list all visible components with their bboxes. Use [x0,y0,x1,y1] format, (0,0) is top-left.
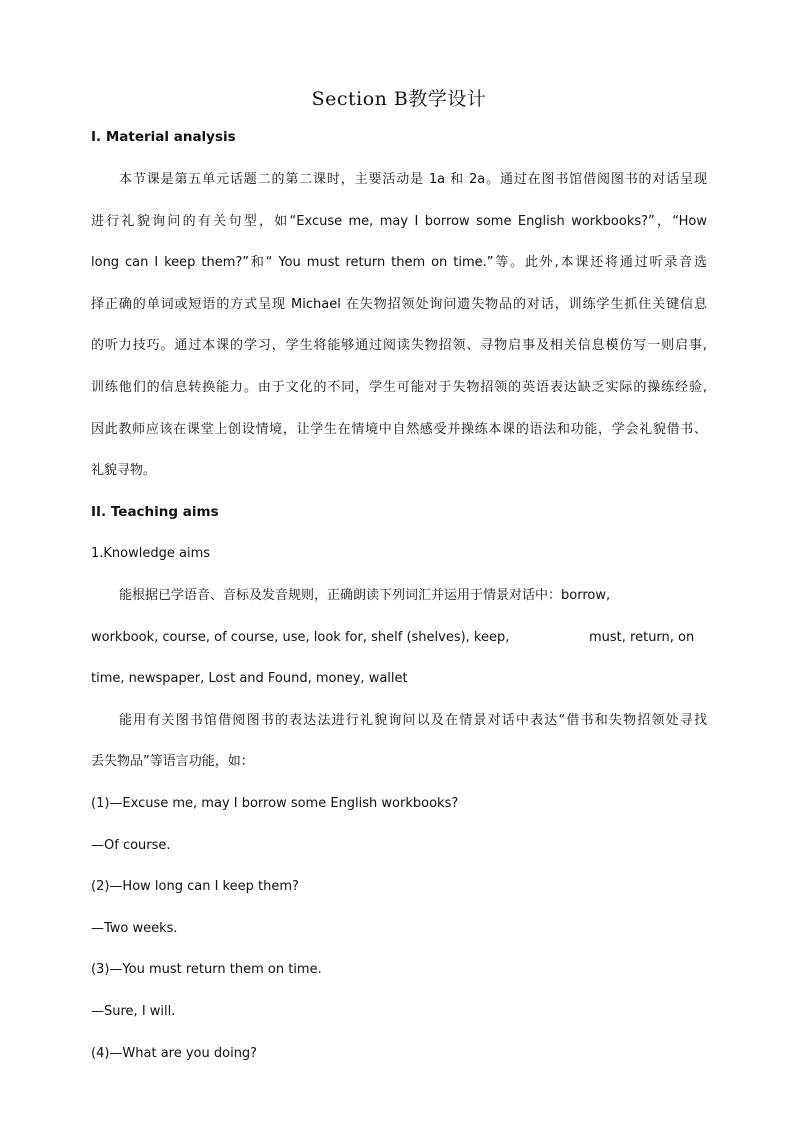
vocab-line: 能根据已学语音、音标及发音规则，正确朗读下列词汇并运用于情景对话中：borrow, [119,588,611,603]
paragraph-line: 礼貌寻物。 [91,463,157,478]
example-line: —Two weeks. [91,921,178,936]
function-line: 能用有关图书馆借阅图书的表达法进行礼貌询问以及在情景对话中表达“借书和失物招领处寻找 [119,713,707,728]
paragraph-line: 因此教师应该在课堂上创设情境，让学生在情境中自然感受并操练本课的语法和功能，学会礼貌借书、 [91,422,707,437]
example-line: (4)—What are you doing? [91,1046,258,1061]
paragraph-line: 的听力技巧。通过本课的学习，学生将能够通过阅读失物招领、寻物启事及相关信息模仿写一则启事, [91,338,707,353]
paragraph-line: 训练他们的信息转换能力。由于文化的不同，学生可能对于失物招领的英语表达缺乏实际的操练经验, [91,380,707,395]
example-line: (3)—You must return them on time. [91,962,322,977]
example-line: (2)—How long can I keep them? [91,879,299,894]
section-heading-material-analysis: I. Material analysis [91,129,236,145]
section-heading-teaching-aims: II. Teaching aims [91,504,219,520]
function-line: 丢失物品”等语言功能，如： [91,754,254,769]
vocab-line-tail: must, return, on [589,630,695,645]
example-line: —Of course. [91,838,171,853]
example-line: (1)—Excuse me, may I borrow some English workbooks? [91,796,459,811]
paragraph-line: 择正确的单词或短语的方式呈现 Michael 在失物招领处询问遗失物品的对话，训练学生抓住关键信息 [91,297,707,312]
vocab-line: workbook, course, of course, use, look for, shelf (shelves), keep, [91,630,510,645]
paragraph-line: long can I keep them?”和“ You must return them on time.”等。此外,本课还将通过听录音选 [91,255,707,270]
paragraph-line: 进行礼貌询问的有关句型，如“Excuse me, may I borrow some English workbooks?”，“How [91,214,707,229]
paragraph-line: 本节课是第五单元话题二的第二课时，主要活动是 1a 和 2a。通过在图书馆借阅图书的对话呈现 [119,172,707,187]
document-title: Section B教学设计 [311,88,487,110]
example-line: —Sure, I will. [91,1004,176,1019]
vocab-line: time, newspaper, Lost and Found, money, wallet [91,671,408,686]
subheading-knowledge-aims: 1.Knowledge aims [91,546,211,561]
